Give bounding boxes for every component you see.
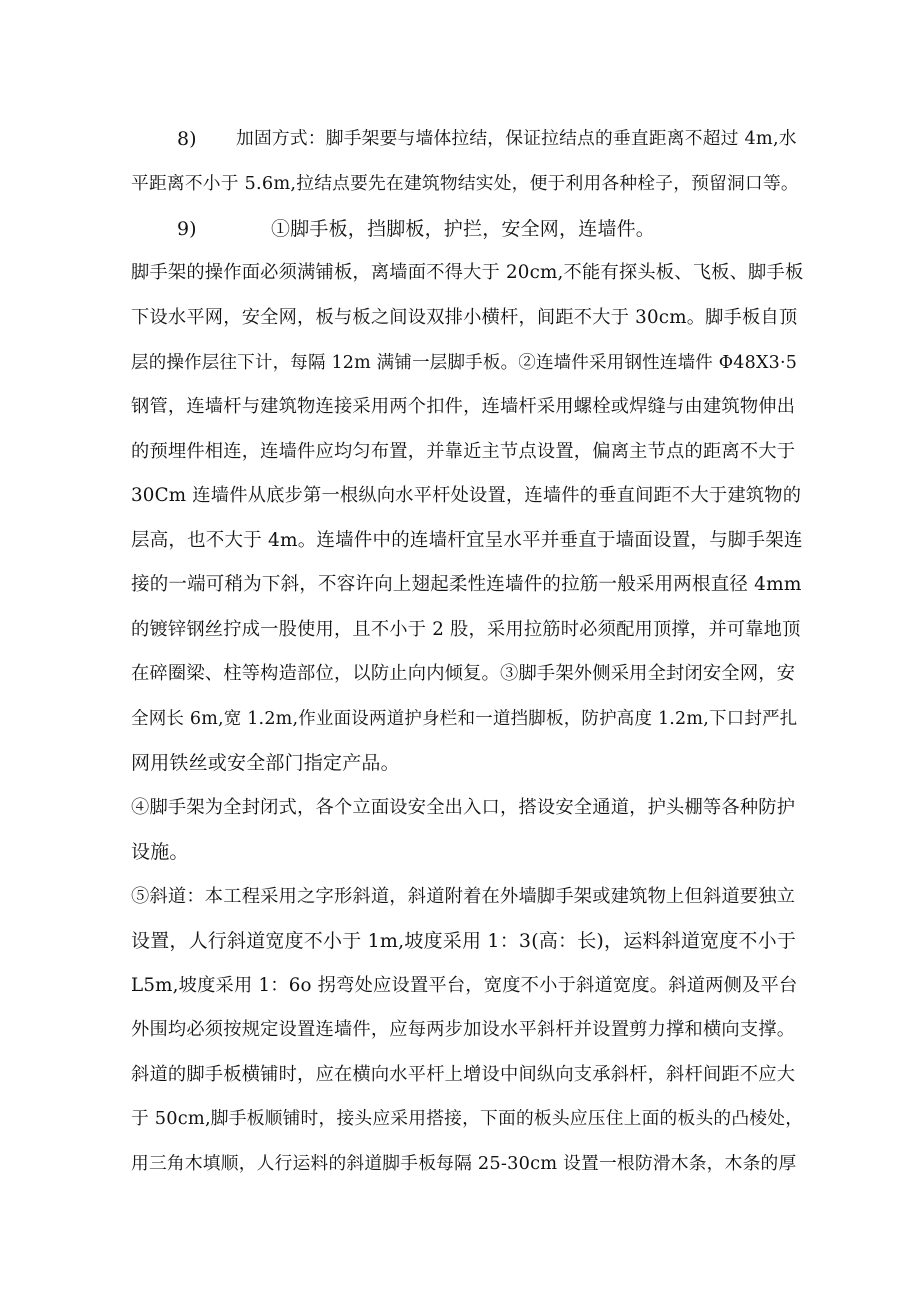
paragraph-line: 层的操作层往下计，每隔 12m 满铺一层脚手板。②连墙件采用钢性连墙件 Φ48X3·5 (131, 353, 798, 373)
paragraph-line: 设置，人行斜道宽度不小于 1m,坡度采用 1：3(高：长)，运料斜道宽度不小于 (131, 930, 797, 952)
item-9-heading: ①脚手板，挡脚板，护拦，安全网，连墙件。 (271, 218, 656, 240)
paragraph-line: 斜道的脚手板横铺时，应在横向水平杆上增设中间纵向支承斜杆，斜杆间距不应大 (131, 1064, 796, 1085)
paragraph-line: 钢管，连墙杆与建筑物连接采用两个扣件，连墙杆采用螺栓或焊缝与由建筑物伸出 (131, 396, 796, 417)
paragraph-line: ⑤斜道：本工程采用之字形斜道，斜道附着在外墙脚手架或建筑物上但斜道要独立 (131, 886, 796, 907)
paragraph-line: 用三角木填顺，人行运料的斜道脚手板每隔 25-30cm 设置一根防滑木条，木条的厚 (131, 1154, 797, 1174)
item-8-line-2: 平距离不小于 5.6m,拉结点要先在建筑物结实处，便于利用各种栓子，预留洞口等。 (131, 174, 799, 194)
paragraph-line: 全网长 6m,宽 1.2m,作业面设两道护身栏和一道挡脚板，防护高度 1.2m,下口封严扎 (131, 709, 798, 729)
paragraph-line: 的预埋件相连，连墙件应均匀布置，并靠近主节点设置，偏离主节点的距离不大于 (131, 441, 796, 462)
paragraph-line: 设施。 (131, 841, 189, 863)
item-8-number: 8) (177, 128, 197, 150)
paragraph-line: 30Cm 连墙件从底步第一根纵向水平杆处设置，连墙件的垂直间距不大于建筑物的 (131, 485, 802, 506)
paragraph-line: ④脚手架为全封闭式，各个立面设安全出入口，搭设安全通道，护头棚等各种防护 (131, 797, 796, 818)
paragraph-line: 在碎圈梁、柱等构造部位，以防止向内倾复。③脚手架外侧采用全封闭安全网，安 (131, 663, 796, 684)
paragraph-line: 接的一端可稍为下斜，不容许向上翅起柔性连墙件的拉筋一般采用两根直径 4mm (131, 574, 802, 595)
item-8-line-1: 加固方式：脚手架要与墙体拉结，保证拉结点的垂直距离不超过 4m,水 (236, 129, 797, 149)
item-9-number: 9) (177, 218, 197, 240)
paragraph-line: 于 50cm,脚手板顺铺时，接头应采用搭接，下面的板头应压住上面的板头的凸棱处， (131, 1109, 804, 1129)
paragraph-line: 下设水平网，安全网，板与板之间设双排小横杆，间距不大于 30cm。脚手板自顶 (131, 307, 798, 328)
paragraph-line: L5m,坡度采用 1：6o 拐弯处应设置平台，宽度不小于斜道宽度。斜道两侧及平台 (131, 975, 798, 996)
paragraph-line: 脚手架的操作面必须满铺板，离墙面不得大于 20cm,不能有探头板、飞板、脚手板 (131, 262, 804, 283)
paragraph-line: 网用铁丝或安全部门指定产品。 (131, 752, 400, 774)
paragraph-line: 层高，也不大于 4m。连墙件中的连墙杆宜呈水平并垂直于墙面设置，与脚手架连 (131, 530, 803, 551)
paragraph-line: 外围均必须按规定设置连墙件，应每两步加设水平斜杆并设置剪力撑和横向支撑。 (131, 1019, 796, 1040)
paragraph-line: 的镀锌钢丝拧成一股使用，且不小于 2 股，采用拉筋时必须配用顶撑，并可靠地顶 (131, 619, 801, 640)
